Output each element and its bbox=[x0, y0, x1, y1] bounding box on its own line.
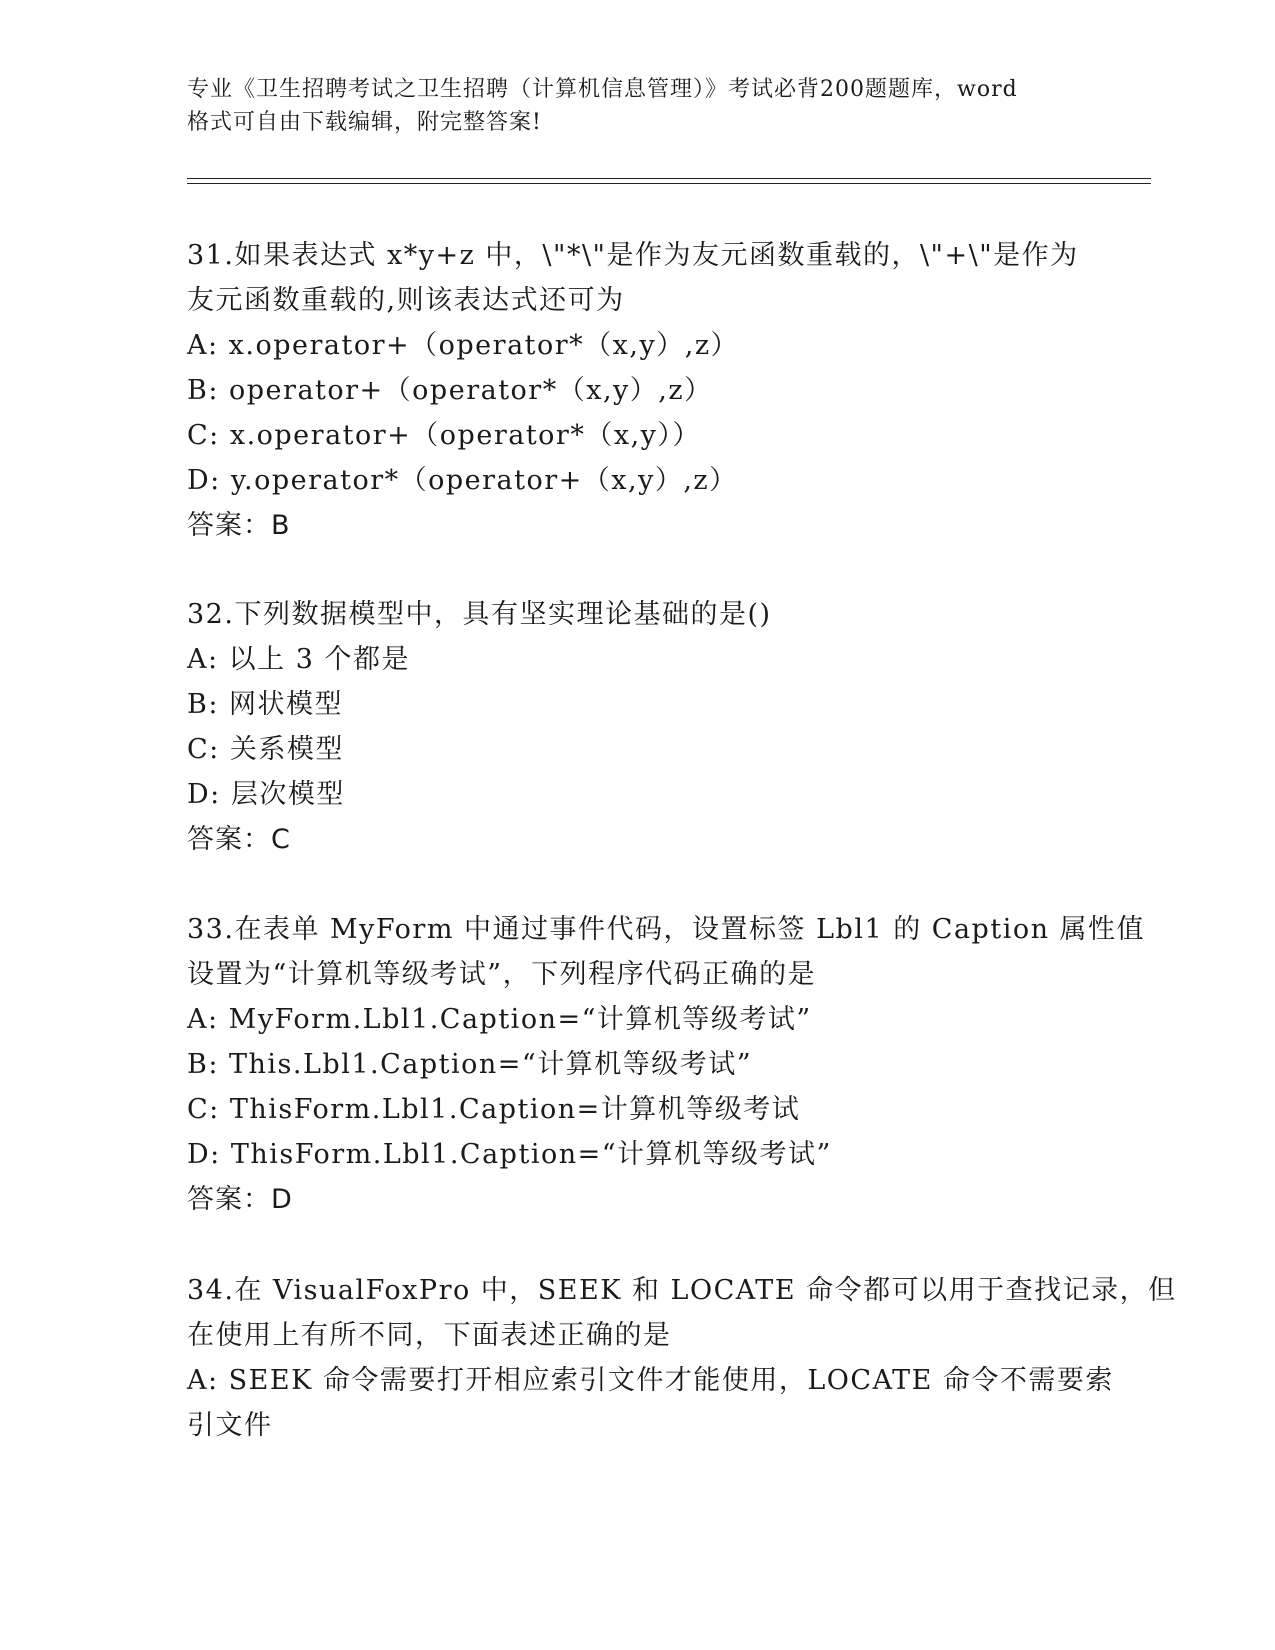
option-c: C: ThisForm.Lbl1.Caption=计算机等级考试 bbox=[187, 1094, 801, 1125]
answer-label: 答案：D bbox=[187, 1184, 293, 1215]
option-d: D: 层次模型 bbox=[187, 779, 345, 810]
question-stem: 友元函数重载的,则该表达式还可为 bbox=[187, 285, 625, 316]
question-stem: 32.下列数据模型中，具有坚实理论基础的是() bbox=[187, 599, 772, 630]
option-a: A: 以上 3 个都是 bbox=[187, 644, 411, 675]
header-divider-bottom bbox=[187, 183, 1151, 184]
question-31 bbox=[187, 233, 1087, 548]
option-d: D: ThisForm.Lbl1.Caption=“计算机等级考试” bbox=[187, 1139, 832, 1170]
option-a: A: SEEK 命令需要打开相应索引文件才能使用，LOCATE 命令不需要索 bbox=[187, 1365, 1114, 1396]
header-line-2: 格式可自由下载编辑，附完整答案! bbox=[187, 110, 542, 135]
question-stem: 33.在表单 MyForm 中通过事件代码，设置标签 Lbl1 的 Caption 属性值 bbox=[187, 914, 1146, 945]
answer-label: 答案：C bbox=[187, 824, 291, 855]
option-c: C: x.operator+（operator*（x,y）） bbox=[187, 420, 701, 451]
question-stem: 设置为“计算机等级考试”，下列程序代码正确的是 bbox=[187, 959, 817, 990]
document-header bbox=[187, 73, 1087, 139]
option-b: B: This.Lbl1.Caption=“计算机等级考试” bbox=[187, 1049, 753, 1080]
question-32 bbox=[187, 592, 1087, 862]
option-b: B: 网状模型 bbox=[187, 689, 344, 720]
header-divider-top bbox=[187, 178, 1151, 179]
option-a: A: MyForm.Lbl1.Caption=“计算机等级考试” bbox=[187, 1004, 812, 1035]
question-34 bbox=[187, 1268, 1177, 1448]
option-a-continued: 引文件 bbox=[187, 1410, 273, 1441]
option-a: A: x.operator+（operator*（x,y）,z） bbox=[187, 330, 740, 361]
question-33 bbox=[187, 907, 1146, 1222]
answer-label: 答案：B bbox=[187, 510, 291, 541]
option-b: B: operator+（operator*（x,y）,z） bbox=[187, 375, 713, 406]
option-c: C: 关系模型 bbox=[187, 734, 344, 765]
question-stem: 34.在 VisualFoxPro 中，SEEK 和 LOCATE 命令都可以用于查找记录，但 bbox=[187, 1275, 1177, 1306]
question-stem: 在使用上有所不同，下面表述正确的是 bbox=[187, 1320, 672, 1351]
question-stem: 31.如果表达式 x*y+z 中，\"*\"是作为友元函数重载的，\"+\"是作为 bbox=[187, 240, 1079, 271]
option-d: D: y.operator*（operator+（x,y）,z） bbox=[187, 465, 738, 496]
header-line-1: 专业《卫生招聘考试之卫生招聘（计算机信息管理）》考试必背200题题库，word bbox=[187, 77, 1018, 102]
